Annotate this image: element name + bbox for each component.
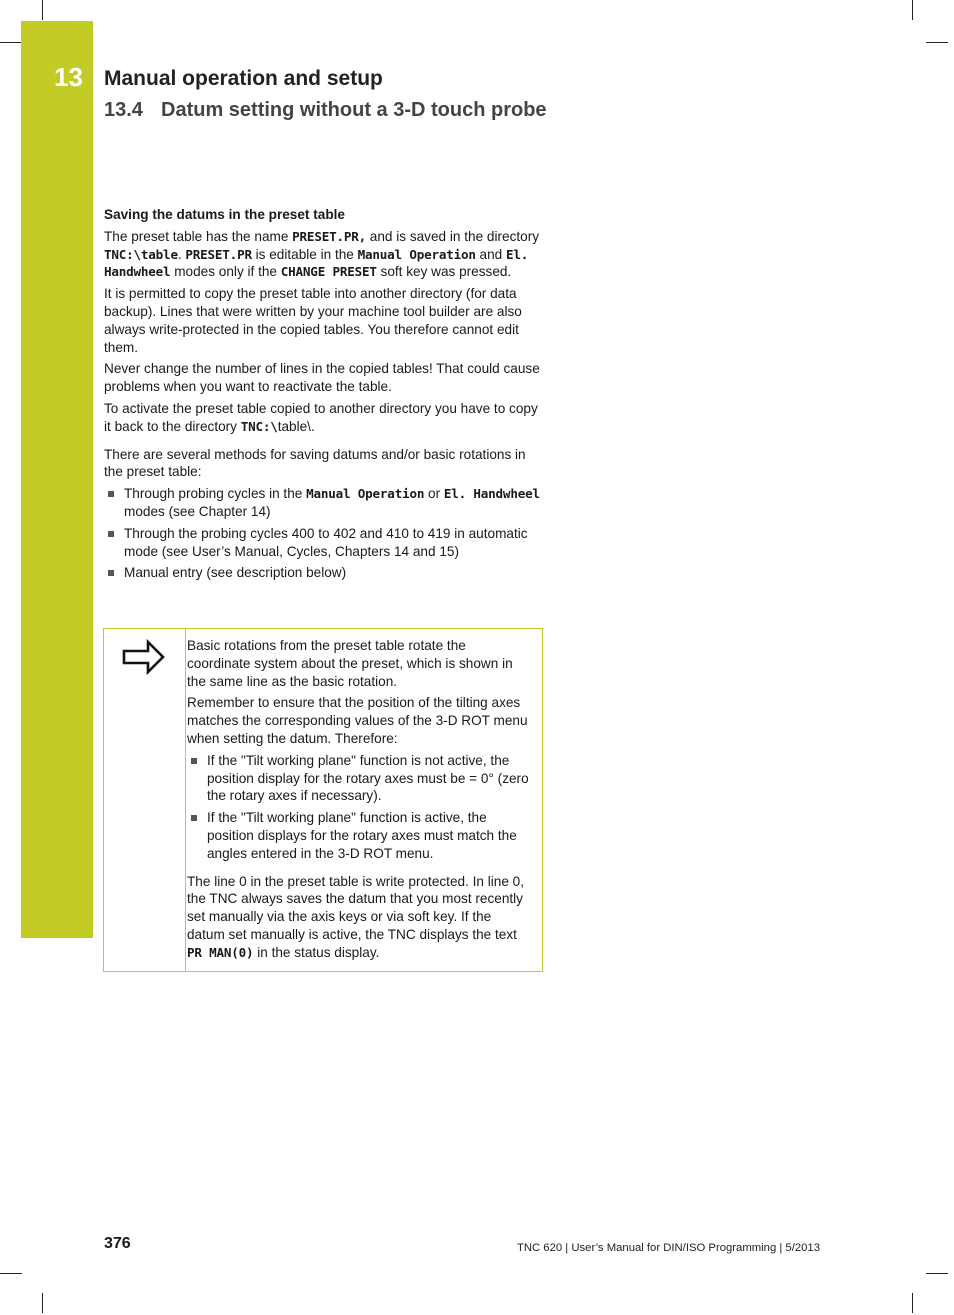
crop-mark xyxy=(42,0,43,20)
bullet-icon xyxy=(108,570,114,576)
footer-text: TNC 620 | User’s Manual for DIN/ISO Programming | 5/2013 xyxy=(516,1242,820,1254)
note-icon-cell xyxy=(104,629,186,971)
text-run: The line 0 in the preset table is write protected. In line 0, the TNC always saves the datum that you most recently set manually via the axis keys or via soft key. If the datum set manually is active, the TNC displays the text xyxy=(187,873,525,942)
note-text xyxy=(187,637,532,966)
code-run: TNC:\ xyxy=(240,418,278,434)
chapter-title: Manual operation and setup xyxy=(104,67,383,90)
subheading: Saving the datums in the preset table xyxy=(104,207,345,222)
code-run: El. Handwheel xyxy=(104,246,529,280)
section-title xyxy=(104,99,547,122)
note-paragraph: Remember to ensure that the position of the tilting axes matches the corresponding values of the 3-D ROT menu when setting the datum. Therefore: xyxy=(187,695,528,746)
code-run: PRESET.PR, xyxy=(292,228,366,244)
code-run: El. Handwheel xyxy=(443,486,540,502)
bullet-icon xyxy=(108,531,114,537)
page-number: 376 xyxy=(104,1235,131,1252)
chapter-sidebar xyxy=(21,21,93,938)
section-title-text: Datum setting without a 3-D touch probe xyxy=(161,99,547,121)
note-paragraph xyxy=(187,873,532,962)
code-run: CHANGE PRESET xyxy=(280,264,377,280)
code-run: Manual Operation xyxy=(357,246,476,262)
crop-mark xyxy=(0,42,22,43)
paragraph-warning: Never change the number of lines in the copied tables! That could cause problems when you want to reactivate the table. xyxy=(104,361,540,395)
text-run: and xyxy=(475,246,506,262)
crop-mark xyxy=(912,0,913,20)
text-run: If the "Tilt working plane" function is not active, the position display for the rotary axes must be = 0° (zero the rotary axes if necessary). xyxy=(207,752,529,804)
paragraph-copy: It is permitted to copy the preset table into another directory (for data backup). Lines that were written by your machine tool builder are also always write-protected in the copied tables. You therefore cannot edit them. xyxy=(104,286,522,355)
crop-mark xyxy=(926,42,948,43)
text-run: The preset table has the name xyxy=(104,228,293,244)
methods-list xyxy=(104,485,544,582)
text-run: modes (see Chapter 14) xyxy=(124,503,271,519)
text-run: Through the probing cycles 400 to 402 and 410 to 419 in automatic mode (see User’s Manual, Cycles, Chapters 14 and 15) xyxy=(124,525,528,559)
list-item xyxy=(104,564,544,582)
code-run: PR MAN(0) xyxy=(187,944,254,960)
crop-mark xyxy=(42,1293,43,1313)
note-list xyxy=(187,752,532,863)
code-run: PRESET.PR xyxy=(185,246,252,262)
list-item xyxy=(104,525,544,561)
crop-mark xyxy=(926,1273,948,1274)
code-run: Manual Operation xyxy=(306,486,425,502)
paragraph-methods: There are several methods for saving datums and/or basic rotations in the preset table: xyxy=(104,446,526,480)
section-number: 13.4 xyxy=(104,99,143,121)
text-run: in the status display. xyxy=(253,944,380,960)
text-run: is editable in the xyxy=(251,246,358,262)
crop-mark xyxy=(912,1293,913,1313)
text-run: soft key was pressed. xyxy=(376,264,512,280)
list-item xyxy=(104,485,544,521)
paragraph-preset-table xyxy=(104,228,544,281)
note-paragraph: Basic rotations from the preset table rotate the coordinate system about the preset, which is shown in the same line as the basic rotation. xyxy=(187,638,513,689)
text-run: To activate the preset table copied to another directory you have to copy it back to the directory xyxy=(104,400,538,434)
text-run: Through probing cycles in the xyxy=(124,486,307,502)
text-run: Manual entry (see description below) xyxy=(124,565,347,581)
text-run: and is saved in the directory xyxy=(366,228,540,244)
code-run: TNC:\table xyxy=(104,246,178,262)
list-item xyxy=(187,809,532,862)
note-box xyxy=(103,628,543,972)
body-content xyxy=(104,206,544,586)
text-run: . xyxy=(177,246,186,262)
crop-mark xyxy=(0,1273,22,1274)
bullet-icon xyxy=(191,758,197,764)
bullet-icon xyxy=(108,491,114,497)
paragraph-activate xyxy=(104,400,544,436)
text-run: or xyxy=(424,486,444,502)
arrow-right-icon xyxy=(122,639,166,675)
bullet-icon xyxy=(191,815,197,821)
chapter-number: 13 xyxy=(54,62,83,92)
list-item xyxy=(187,752,532,805)
text-run: modes only if the xyxy=(170,264,281,280)
text-run: table\. xyxy=(277,418,315,434)
text-run: If the "Tilt working plane" function is active, the position displays for the rotary axes must match the angles entered in the 3-D ROT menu. xyxy=(207,810,517,861)
